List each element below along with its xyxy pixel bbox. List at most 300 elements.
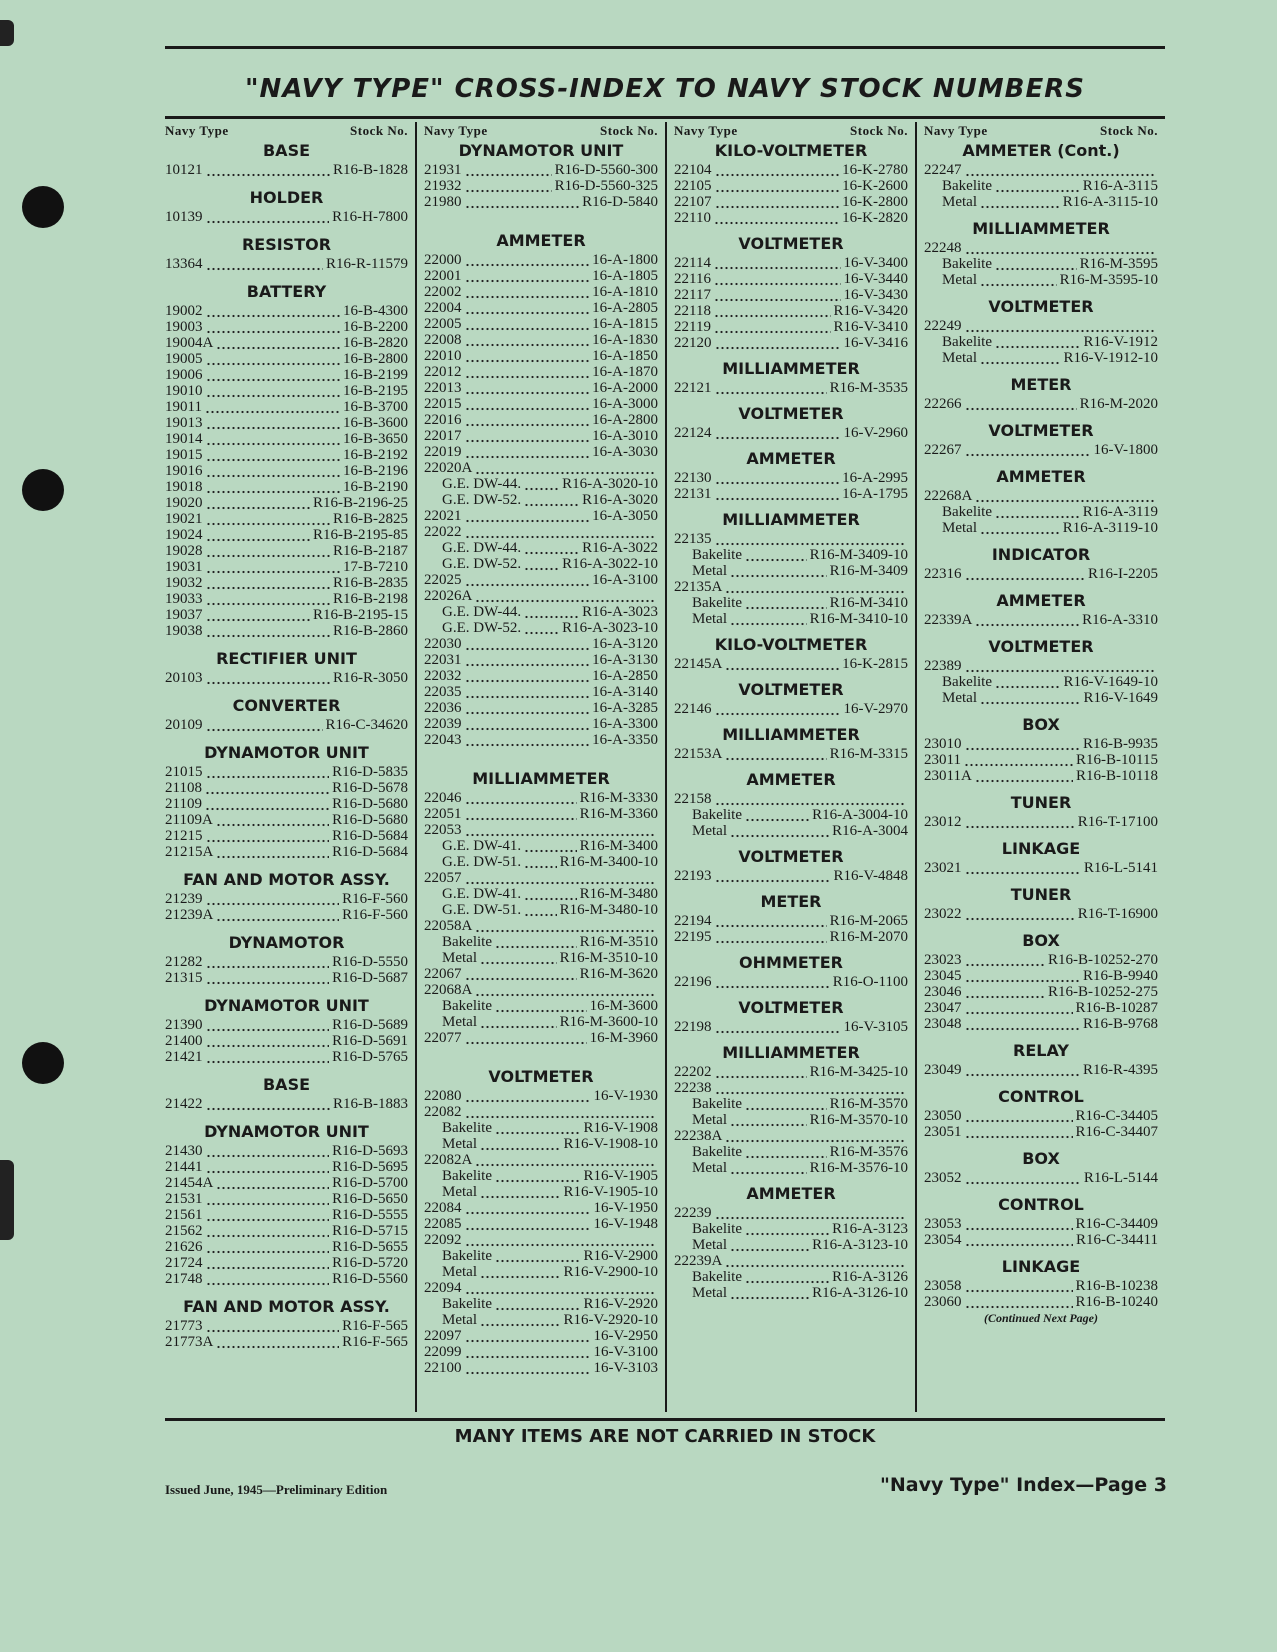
- index-column-3: [665, 122, 915, 1412]
- top-rule: [165, 46, 1165, 49]
- navy-type-number: 23012: [924, 814, 962, 830]
- dot-leader: [206, 479, 341, 495]
- entry-row: [424, 428, 658, 444]
- navy-type-number: 22195: [674, 929, 712, 945]
- stock-number: 16-A-1815: [592, 316, 658, 332]
- stock-number: 16-B-3650: [343, 431, 408, 447]
- variant-label: Metal: [942, 194, 977, 210]
- navy-type-number: 22135: [674, 531, 712, 547]
- dot-leader: [715, 1019, 841, 1035]
- section-heading: RELAY: [1013, 1041, 1069, 1060]
- entry-row: [165, 1096, 408, 1112]
- navy-type-number: 22121: [674, 380, 712, 396]
- entry-row: [424, 918, 658, 934]
- navy-type-number: 19010: [165, 383, 203, 399]
- entry-row: [924, 162, 1158, 178]
- entry-row: [924, 952, 1158, 968]
- entry-row: [424, 684, 658, 700]
- dot-leader: [206, 162, 331, 178]
- navy-type-number: 22158: [674, 791, 712, 807]
- stock-number: R16-D-5715: [332, 1223, 408, 1239]
- navy-type-number: 10121: [165, 162, 203, 178]
- variant-label: Bakelite: [942, 674, 992, 690]
- navy-type-number: 21282: [165, 954, 203, 970]
- stock-number: 16-V-1948: [593, 1216, 658, 1232]
- stock-number: R16-L-5141: [1083, 860, 1158, 876]
- entry-row: [165, 907, 408, 923]
- section-heading: MILLIAMMETER: [722, 725, 860, 744]
- navy-type-number: 21724: [165, 1255, 203, 1271]
- dot-leader: [965, 566, 1086, 582]
- variant-label: Bakelite: [442, 1296, 492, 1312]
- variant-label: Bakelite: [942, 178, 992, 194]
- navy-type-number: 23022: [924, 906, 962, 922]
- navy-type-number: 19011: [165, 399, 202, 415]
- navy-type-number: 19038: [165, 623, 203, 639]
- dot-leader: [730, 1160, 807, 1176]
- entry-row: [674, 255, 908, 271]
- dot-leader: [715, 335, 841, 351]
- stock-number: R16-L-5144: [1083, 1170, 1158, 1186]
- dot-leader: [465, 966, 577, 982]
- dot-leader: [980, 520, 1060, 536]
- section-heading: DYNAMOTOR UNIT: [204, 1122, 369, 1141]
- stock-number: 16-V-3400: [843, 255, 908, 271]
- stock-number: R16-B-2825: [333, 511, 408, 527]
- sub-entry-row: [674, 1096, 908, 1112]
- stock-number: R16-M-3620: [579, 966, 658, 982]
- stock-number: 16-A-1810: [592, 284, 658, 300]
- variant-label: Metal: [442, 1014, 477, 1030]
- stock-number: R16-V-1908-10: [563, 1136, 658, 1152]
- dot-leader: [465, 252, 590, 268]
- section-heading: FAN AND MOTOR ASSY.: [183, 1297, 390, 1316]
- navy-type-number: 23021: [924, 860, 962, 876]
- entry-row: [674, 194, 908, 210]
- stock-number: R16-M-3480: [579, 886, 658, 902]
- dot-leader: [216, 844, 329, 860]
- dot-leader: [715, 791, 906, 807]
- stock-number: 16-A-3010: [592, 428, 658, 444]
- entry-row: [924, 566, 1158, 582]
- stock-number: R16-M-3595-10: [1059, 272, 1158, 288]
- continued-note: (Continued Next Page): [984, 1311, 1098, 1325]
- sub-entry-row: [424, 902, 658, 918]
- section-heading: KILO-VOLTMETER: [714, 141, 868, 160]
- dot-leader: [465, 162, 552, 178]
- variant-label: Metal: [942, 520, 977, 536]
- stock-number: R16-T-17100: [1077, 814, 1158, 830]
- variant-label: Bakelite: [692, 807, 742, 823]
- navy-type-number: 22021: [424, 508, 462, 524]
- dot-leader: [995, 504, 1080, 520]
- sub-entry-row: [674, 611, 908, 627]
- entry-row: [424, 982, 658, 998]
- stock-number: R16-D-5650: [332, 1191, 408, 1207]
- entry-row: [165, 970, 408, 986]
- dot-leader: [995, 178, 1080, 194]
- entry-row: [165, 812, 408, 828]
- section-heading: BATTERY: [246, 282, 327, 301]
- sub-entry-row: [424, 1248, 658, 1264]
- dot-leader: [975, 768, 1073, 784]
- dot-leader: [206, 511, 331, 527]
- navy-type-number: 21430: [165, 1143, 203, 1159]
- stock-number: R16-F-565: [342, 1334, 408, 1350]
- navy-type-number: 22010: [424, 348, 462, 364]
- variant-label: Metal: [692, 823, 727, 839]
- stock-number: 16-A-3300: [592, 716, 658, 732]
- bottom-rule: [165, 1418, 1165, 1421]
- dot-leader: [465, 1200, 591, 1216]
- column-header: [165, 122, 408, 140]
- dot-leader: [465, 1104, 656, 1120]
- variant-label: Bakelite: [692, 1221, 742, 1237]
- stock-number: R16-V-1905-10: [563, 1184, 658, 1200]
- issued-date: Issued June, 1945—Preliminary Edition: [165, 1482, 388, 1497]
- dot-leader: [480, 1184, 561, 1200]
- navy-type-number: 22077: [424, 1030, 462, 1046]
- section-heading: BASE: [262, 141, 311, 160]
- navy-type-number: 22116: [674, 271, 711, 287]
- entry-row: [924, 1278, 1158, 1294]
- dot-leader: [206, 383, 341, 399]
- navy-type-number: 21239A: [165, 907, 214, 923]
- dot-leader: [465, 1280, 656, 1296]
- stock-number: R16-M-2065: [829, 913, 908, 929]
- navy-type-number: 23052: [924, 1170, 962, 1186]
- entry-row: [424, 412, 658, 428]
- dot-leader: [715, 974, 830, 990]
- navy-type-number: 23054: [924, 1232, 962, 1248]
- stock-number: R16-V-4848: [833, 868, 908, 884]
- dot-leader: [524, 492, 579, 508]
- dot-leader: [965, 1294, 1073, 1310]
- binder-edge-mark: [0, 1160, 14, 1240]
- dot-leader: [714, 287, 841, 303]
- navy-type-number: 22145A: [674, 656, 723, 672]
- dot-leader: [465, 1360, 591, 1376]
- navy-type-number: 22053: [424, 822, 462, 838]
- dot-leader: [206, 447, 341, 463]
- navy-type-number: 22105: [674, 178, 712, 194]
- variant-label: Metal: [942, 690, 977, 706]
- section-heading: RECTIFIER UNIT: [216, 649, 357, 668]
- column-header-stock-no: Stock No.: [1100, 123, 1158, 138]
- dot-leader: [524, 556, 559, 572]
- entry-row: [424, 1360, 658, 1376]
- navy-type-number: 22067: [424, 966, 462, 982]
- sub-entry-row: [674, 1144, 908, 1160]
- dot-leader: [714, 210, 839, 226]
- entry-row: [674, 425, 908, 441]
- navy-type-number: 22117: [674, 287, 711, 303]
- sub-entry-row: [424, 604, 658, 620]
- stock-number: 16-V-2960: [843, 425, 908, 441]
- dot-leader: [216, 335, 340, 351]
- stock-number: 16-B-2192: [343, 447, 408, 463]
- sub-entry-row: [424, 1120, 658, 1136]
- dot-leader: [714, 271, 841, 287]
- dot-leader: [975, 488, 1155, 504]
- stock-number: R16-C-34407: [1075, 1124, 1158, 1140]
- stock-number: R16-D-5684: [332, 828, 408, 844]
- dot-leader: [206, 303, 341, 319]
- entry-row: [674, 287, 908, 303]
- entry-row: [165, 447, 408, 463]
- navy-type-number: 19031: [165, 559, 203, 575]
- dot-leader: [524, 854, 557, 870]
- navy-type-number: 22248: [924, 240, 962, 256]
- sub-entry-row: [424, 540, 658, 556]
- dot-leader: [965, 162, 1156, 178]
- stock-number: 16-V-3100: [593, 1344, 658, 1360]
- dot-leader: [745, 547, 807, 563]
- sub-entry-row: [424, 998, 658, 1014]
- dot-leader: [965, 1232, 1074, 1248]
- navy-type-number: 21421: [165, 1049, 203, 1065]
- dot-leader: [980, 690, 1081, 706]
- navy-type-number: 13364: [165, 256, 203, 272]
- navy-type-number: 22124: [674, 425, 712, 441]
- sub-entry-row: [924, 194, 1158, 210]
- sub-entry-row: [424, 854, 658, 870]
- dot-leader: [965, 442, 1091, 458]
- stock-number: R16-V-2920-10: [563, 1312, 658, 1328]
- sub-entry-row: [424, 476, 658, 492]
- navy-type-number: 19004A: [165, 335, 214, 351]
- entry-row: [674, 868, 908, 884]
- stock-number: R16-D-5840: [582, 194, 658, 210]
- navy-type-number: 22005: [424, 316, 462, 332]
- entry-row: [424, 1088, 658, 1104]
- stock-number: 16-A-3050: [592, 508, 658, 524]
- stock-number: 16-B-4300: [343, 303, 408, 319]
- stock-number: R16-D-5835: [332, 764, 408, 780]
- dot-leader: [480, 1312, 561, 1328]
- entry-row: [924, 1108, 1158, 1124]
- dot-leader: [714, 255, 841, 271]
- stock-number: R16-B-2198: [333, 591, 408, 607]
- dot-leader: [715, 868, 831, 884]
- entry-row: [424, 284, 658, 300]
- section-heading: CONTROL: [998, 1195, 1084, 1214]
- entry-row: [165, 780, 408, 796]
- stock-number: 16-V-1950: [593, 1200, 658, 1216]
- navy-type-number: 21108: [165, 780, 202, 796]
- navy-type-number: 19013: [165, 415, 203, 431]
- entry-row: [424, 316, 658, 332]
- navy-type-number: 22039: [424, 716, 462, 732]
- dot-leader: [206, 970, 330, 986]
- stock-number: 16-M-3600: [589, 998, 658, 1014]
- navy-type-number: 22100: [424, 1360, 462, 1376]
- dot-leader: [206, 1049, 330, 1065]
- dot-leader: [965, 1016, 1081, 1032]
- stock-number: 16-K-2600: [842, 178, 908, 194]
- entry-row: [674, 1253, 908, 1269]
- dot-leader: [465, 348, 590, 364]
- navy-type-number: 22032: [424, 668, 462, 684]
- entry-row: [165, 796, 408, 812]
- sub-entry-row: [924, 334, 1158, 350]
- navy-type-number: 22026A: [424, 588, 473, 604]
- stock-number: R16-M-3410: [829, 595, 908, 611]
- dot-leader: [715, 929, 827, 945]
- entry-row: [165, 670, 408, 686]
- variant-label: G.E. DW-44.: [442, 540, 522, 556]
- variant-label: Metal: [942, 272, 977, 288]
- dot-leader: [715, 1205, 906, 1221]
- entry-row: [165, 1049, 408, 1065]
- section-heading: BOX: [1022, 931, 1060, 950]
- entry-row: [165, 209, 408, 225]
- navy-type-number: 22082A: [424, 1152, 473, 1168]
- variant-label: Bakelite: [692, 595, 742, 611]
- dot-leader: [745, 1144, 827, 1160]
- stock-number: R16-B-10252-270: [1048, 952, 1158, 968]
- navy-type-number: 22114: [674, 255, 711, 271]
- navy-type-number: 19005: [165, 351, 203, 367]
- column-header-stock-no: Stock No.: [850, 123, 908, 138]
- dot-leader: [465, 364, 590, 380]
- section-heading: MILLIAMMETER: [972, 219, 1110, 238]
- dot-leader: [206, 431, 341, 447]
- entry-row: [165, 1159, 408, 1175]
- entry-row: [424, 1104, 658, 1120]
- index-column-2: [415, 122, 665, 1412]
- section-heading: BOX: [1022, 1149, 1060, 1168]
- stock-number: 16-A-3100: [592, 572, 658, 588]
- dot-leader: [465, 194, 580, 210]
- entry-row: [674, 178, 908, 194]
- section-heading: METER: [760, 892, 822, 911]
- entry-row: [424, 380, 658, 396]
- dot-leader: [465, 652, 590, 668]
- section-heading: CONTROL: [998, 1087, 1084, 1106]
- entry-row: [674, 271, 908, 287]
- stock-number: R16-V-1649-10: [1063, 674, 1158, 690]
- entry-row: [424, 332, 658, 348]
- variant-label: Metal: [442, 1184, 477, 1200]
- dot-leader: [206, 1096, 331, 1112]
- entry-row: [165, 1255, 408, 1271]
- stock-number: R16-B-2195-15: [313, 607, 408, 623]
- stock-number: R16-B-2196-25: [313, 495, 408, 511]
- stock-number: R16-B-2187: [333, 543, 408, 559]
- dot-leader: [965, 814, 1075, 830]
- variant-label: G.E. DW-51.: [442, 902, 522, 918]
- entry-row: [924, 814, 1158, 830]
- navy-type-number: 22146: [674, 701, 712, 717]
- section-heading: DYNAMOTOR: [228, 933, 345, 952]
- stock-number: 16-B-2800: [343, 351, 408, 367]
- section-heading: OHMMETER: [739, 953, 843, 972]
- stock-number: R16-B-2835: [333, 575, 408, 591]
- entry-row: [924, 396, 1158, 412]
- navy-type-number: 23047: [924, 1000, 962, 1016]
- sub-entry-row: [674, 1160, 908, 1176]
- dot-leader: [206, 670, 331, 686]
- entry-row: [165, 399, 408, 415]
- dot-leader: [465, 380, 590, 396]
- sub-entry-row: [674, 807, 908, 823]
- dot-leader: [745, 1269, 829, 1285]
- index-column-1: [165, 122, 415, 1412]
- entry-row: [924, 736, 1158, 752]
- dot-leader: [216, 1334, 339, 1350]
- navy-type-number: 22120: [674, 335, 712, 351]
- navy-type-number: 22031: [424, 652, 462, 668]
- section-heading: VOLTMETER: [738, 234, 844, 253]
- stock-number: R16-M-3480-10: [559, 902, 658, 918]
- sub-entry-row: [674, 1285, 908, 1301]
- section-heading: HOLDER: [249, 188, 324, 207]
- entry-row: [924, 1062, 1158, 1078]
- entry-row: [165, 891, 408, 907]
- navy-type-number: 21561: [165, 1207, 203, 1223]
- entry-row: [424, 652, 658, 668]
- entry-row: [424, 252, 658, 268]
- dot-leader: [975, 612, 1079, 628]
- stock-number: 16-A-1800: [592, 252, 658, 268]
- stock-number: R16-V-2920: [583, 1296, 658, 1312]
- variant-label: G.E. DW-51.: [442, 854, 522, 870]
- dot-leader: [715, 162, 840, 178]
- dot-leader: [745, 807, 809, 823]
- dot-leader: [965, 860, 1081, 876]
- dot-leader: [725, 656, 839, 672]
- sub-entry-row: [674, 1221, 908, 1237]
- variant-label: Metal: [442, 1312, 477, 1328]
- stock-number: R16-D-5560: [332, 1271, 408, 1287]
- stock-number: R16-B-9768: [1083, 1016, 1158, 1032]
- stock-number: R16-M-3410-10: [809, 611, 908, 627]
- entry-row: [674, 701, 908, 717]
- entry-row: [674, 1205, 908, 1221]
- navy-type-number: 23023: [924, 952, 962, 968]
- stock-number: R16-D-5560-300: [554, 162, 658, 178]
- navy-type-number: 23051: [924, 1124, 962, 1140]
- entry-row: [674, 380, 908, 396]
- stock-number: R16-D-5700: [332, 1175, 408, 1191]
- navy-type-number: 22085: [424, 1216, 462, 1232]
- dot-leader: [206, 591, 331, 607]
- entry-row: [424, 300, 658, 316]
- entry-row: [424, 588, 658, 604]
- entry-row: [165, 543, 408, 559]
- dot-leader: [524, 604, 579, 620]
- dot-leader: [205, 796, 329, 812]
- stock-number: R16-A-3126-10: [812, 1285, 908, 1301]
- entry-row: [674, 791, 908, 807]
- stock-number: R16-B-9935: [1083, 736, 1158, 752]
- variant-label: Bakelite: [442, 1248, 492, 1264]
- stock-number: R16-A-3023-10: [562, 620, 658, 636]
- stock-number: R16-B-10115: [1076, 752, 1158, 768]
- stock-number: R16-M-3570-10: [809, 1112, 908, 1128]
- entry-row: [165, 575, 408, 591]
- stock-number: R16-D-5550: [332, 954, 408, 970]
- navy-type-number: 22036: [424, 700, 462, 716]
- section-heading: MILLIAMMETER: [722, 1043, 860, 1062]
- dot-leader: [465, 444, 590, 460]
- stock-number: R16-R-11579: [326, 256, 408, 272]
- dot-leader: [206, 607, 311, 623]
- entry-row: [165, 495, 408, 511]
- stock-number: R16-I-2205: [1088, 566, 1158, 582]
- navy-type-number: 22084: [424, 1200, 462, 1216]
